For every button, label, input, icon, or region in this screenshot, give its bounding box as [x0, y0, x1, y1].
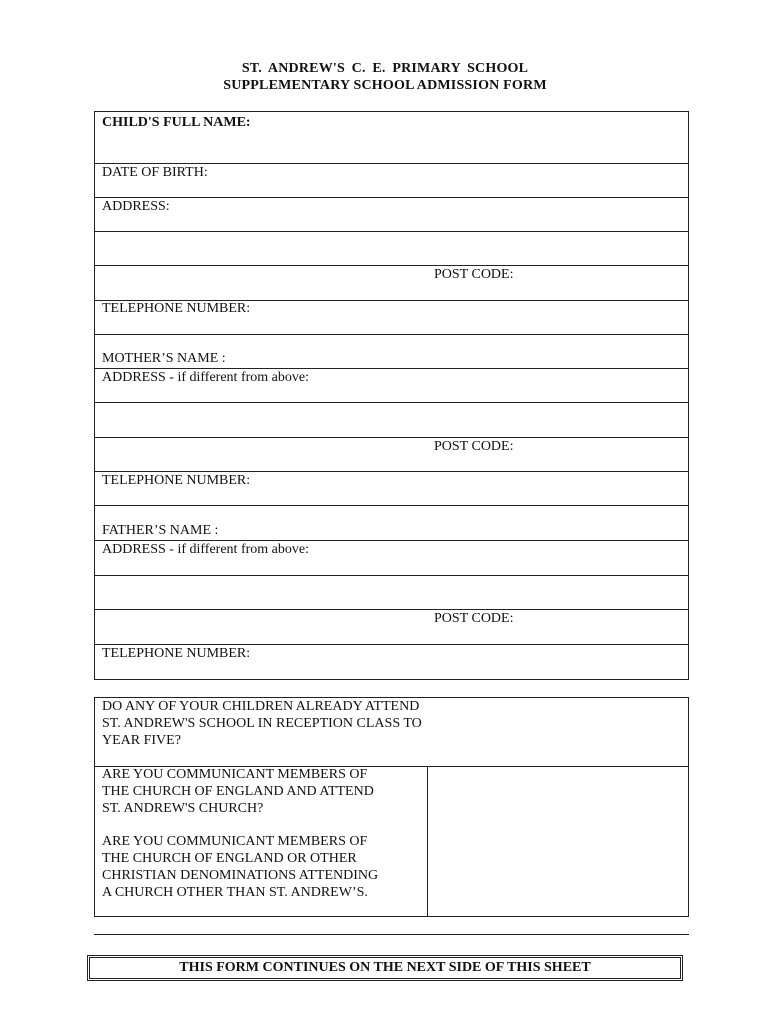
father-address-label: ADDRESS - if different from above: [102, 542, 309, 557]
communicant-questions [95, 766, 688, 916]
father-telephone-field[interactable] [95, 644, 688, 679]
mother-name-field[interactable] [95, 334, 688, 369]
question-line: ARE YOU COMMUNICANT MEMBERS OF [102, 767, 368, 782]
school-name: ST. ANDREW'S C. E. PRIMARY SCHOOL [241, 61, 529, 76]
question-line: ST. ANDREW'S SCHOOL IN RECEPTION CLASS TO [102, 716, 422, 731]
child-address-label: ADDRESS: [102, 199, 170, 214]
father-name-field[interactable] [95, 505, 688, 541]
child-address-field[interactable] [95, 197, 688, 232]
question-line: DO ANY OF YOUR CHILDREN ALREADY ATTEND [102, 699, 420, 714]
child-postcode-label: POST CODE: [434, 267, 514, 282]
child-telephone-label: TELEPHONE NUMBER: [102, 301, 251, 316]
mother-postcode-field[interactable] [95, 437, 688, 472]
question-line: A CHURCH OTHER THAN ST. ANDREW’S. [102, 885, 368, 900]
questions-box [94, 697, 689, 917]
father-postcode-field[interactable] [95, 609, 688, 645]
child-dob-field[interactable] [95, 163, 688, 198]
father-address-field[interactable] [95, 540, 688, 576]
question-line: THE CHURCH OF ENGLAND OR OTHER [102, 851, 357, 866]
mother-address-line-2[interactable] [95, 402, 688, 438]
child-address-line-2[interactable] [95, 231, 688, 266]
communicant-st-andrews-question [102, 766, 374, 817]
child-dob-label: DATE OF BIRTH: [102, 165, 208, 180]
mother-address-label: ADDRESS - if different from above: [102, 370, 309, 385]
mother-telephone-field[interactable] [95, 471, 688, 506]
mother-name-label: MOTHER’S NAME : [102, 351, 226, 366]
child-telephone-field[interactable] [95, 300, 688, 335]
father-name-label: FATHER’S NAME : [102, 523, 219, 538]
mother-address-field[interactable] [95, 368, 688, 403]
continue-note: THIS FORM CONTINUES ON THE NEXT SIDE OF THIS SHEET [87, 955, 683, 981]
communicant-other-question [102, 833, 378, 901]
father-address-line-2[interactable] [95, 575, 688, 610]
child-name-label: CHILD'S FULL NAME: [102, 115, 251, 130]
communicant-answer-field[interactable] [428, 766, 688, 916]
father-telephone-label: TELEPHONE NUMBER: [102, 646, 251, 661]
form-title: SUPPLEMENTARY SCHOOL ADMISSION FORM [223, 78, 547, 93]
mother-postcode-label: POST CODE: [434, 439, 514, 454]
question-line: YEAR FIVE? [102, 733, 181, 748]
question-line: THE CHURCH OF ENGLAND AND ATTEND [102, 784, 374, 799]
siblings-question[interactable] [95, 698, 688, 767]
child-name-field[interactable] [95, 112, 688, 164]
child-postcode-field[interactable] [95, 265, 688, 301]
details-form [94, 111, 689, 680]
question-line: CHRISTIAN DENOMINATIONS ATTENDING [102, 868, 379, 883]
question-line: ST. ANDREW'S CHURCH? [102, 801, 264, 816]
mother-telephone-label: TELEPHONE NUMBER: [102, 473, 251, 488]
father-postcode-label: POST CODE: [434, 611, 514, 626]
divider-line [94, 934, 689, 935]
question-line: ARE YOU COMMUNICANT MEMBERS OF [102, 834, 368, 849]
